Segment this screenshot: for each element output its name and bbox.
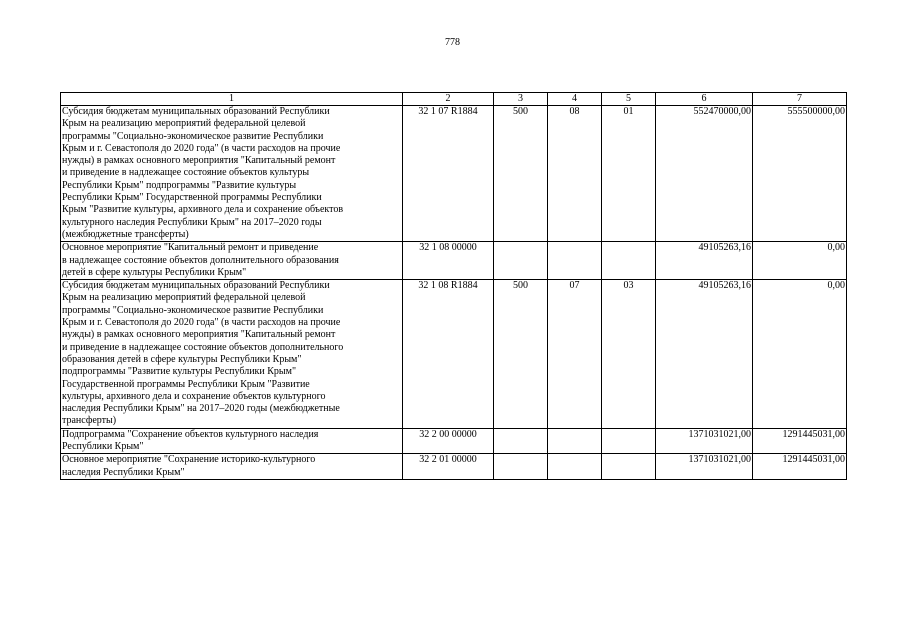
row-amount-6: 49105263,16 xyxy=(656,280,753,429)
row-col-3 xyxy=(494,454,548,480)
row-col-3 xyxy=(494,242,548,280)
header-col-3: 3 xyxy=(494,93,548,106)
row-col-5 xyxy=(602,242,656,280)
header-col-4: 4 xyxy=(548,93,602,106)
row-col-4 xyxy=(548,454,602,480)
row-code: 32 1 08 R1884 xyxy=(403,280,494,429)
row-code: 32 2 01 00000 xyxy=(403,454,494,480)
row-amount-7: 1291445031,00 xyxy=(753,428,847,454)
row-col-4 xyxy=(548,242,602,280)
table-body xyxy=(61,106,847,480)
row-amount-6: 1371031021,00 xyxy=(656,454,753,480)
header-col-6: 6 xyxy=(656,93,753,106)
row-col-4 xyxy=(548,428,602,454)
row-amount-7: 1291445031,00 xyxy=(753,454,847,480)
row-name: Подпрограмма "Сохранение объектов культурного наследия Республики Крым" xyxy=(61,428,403,454)
row-col-5 xyxy=(602,454,656,480)
page-number: 778 xyxy=(445,37,460,48)
table-row xyxy=(61,280,847,429)
row-code: 32 2 00 00000 xyxy=(403,428,494,454)
row-name: Основное мероприятие "Капитальный ремонт и приведение в надлежащее состояние объектов дополнительного образования детей в сфере культуры Республики Крым" xyxy=(61,242,403,280)
row-col-5 xyxy=(602,428,656,454)
row-amount-7: 0,00 xyxy=(753,242,847,280)
row-col-4: 07 xyxy=(548,280,602,429)
row-name: Субсидия бюджетам муниципальных образований Республики Крым на реализацию мероприятий федеральной целевой программы "Социально-экономическое развитие Республики Крым и г. Севастополя до 2020 года" (в части расходов на прочие нужды) в рамках основного мероприятия "Капитальный ремонт и приведение в надлежащее состояние объектов культуры Республики Крым" подпрограммы "Развитие культуры Республики Крым" Государственной программы Республики Крым "Развитие культуры, архивного дела и сохранение объектов культурного наследия Республики Крым" на 2017–2020 годы (межбюджетные трансферты) xyxy=(61,106,403,242)
row-name: Основное мероприятие "Сохранение историко-культурного наследия Республики Крым" xyxy=(61,454,403,480)
budget-table xyxy=(60,92,847,480)
row-col-5: 01 xyxy=(602,106,656,242)
header-col-5: 5 xyxy=(602,93,656,106)
row-amount-7: 0,00 xyxy=(753,280,847,429)
row-col-3: 500 xyxy=(494,106,548,242)
row-code: 32 1 07 R1884 xyxy=(403,106,494,242)
header-col-7: 7 xyxy=(753,93,847,106)
row-amount-6: 1371031021,00 xyxy=(656,428,753,454)
row-col-3 xyxy=(494,428,548,454)
table-row xyxy=(61,242,847,280)
header-col-1: 1 xyxy=(61,93,403,106)
header-col-2: 2 xyxy=(403,93,494,106)
table-row xyxy=(61,428,847,454)
table-row xyxy=(61,454,847,480)
table-row xyxy=(61,106,847,242)
row-col-3: 500 xyxy=(494,280,548,429)
row-amount-7: 555500000,00 xyxy=(753,106,847,242)
row-code: 32 1 08 00000 xyxy=(403,242,494,280)
row-amount-6: 49105263,16 xyxy=(656,242,753,280)
row-name: Субсидия бюджетам муниципальных образований Республики Крым на реализацию мероприятий федеральной целевой программы "Социально-экономическое развитие Республики Крым и г. Севастополя до 2020 года" (в части расходов на прочие нужды) в рамках основного мероприятия "Капитальный ремонт и приведение в надлежащее состояние объектов дополнительного образования детей в сфере культуры Республики Крым" подпрограммы "Развитие культуры Республики Крым" Государственной программы Республики Крым "Развитие культуры, архивного дела и сохранение объектов культурного наследия Республики Крым" на 2017–2020 годы (межбюджетные трансферты) xyxy=(61,280,403,429)
row-col-5: 03 xyxy=(602,280,656,429)
row-col-4: 08 xyxy=(548,106,602,242)
table-header xyxy=(61,93,847,106)
row-amount-6: 552470000,00 xyxy=(656,106,753,242)
header-row xyxy=(61,93,847,106)
